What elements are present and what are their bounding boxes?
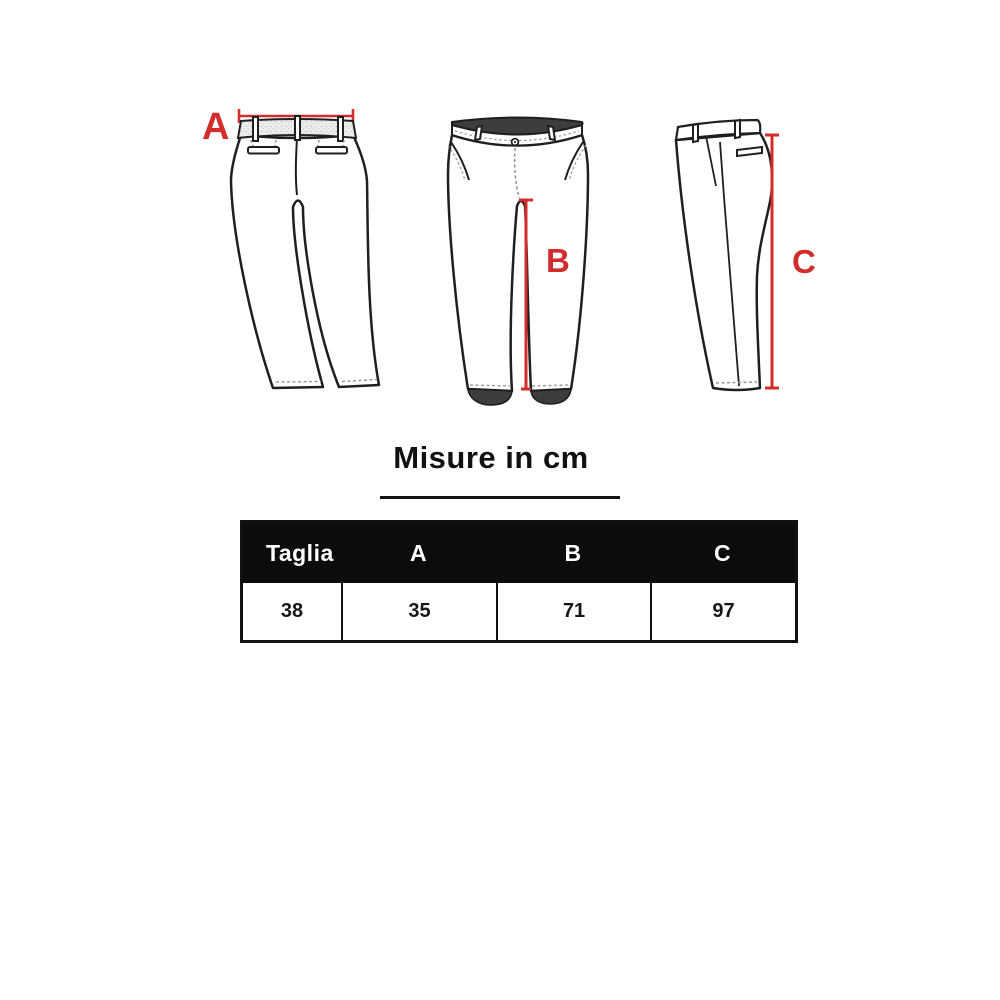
pants-back-view-drawing [195,95,390,410]
size-table-row [243,583,795,640]
measure-label-a: A [202,106,230,148]
size-table-header-a: A [409,539,428,566]
pants-front-view-drawing [435,108,615,408]
page-title: Misure in cm [393,440,589,475]
measure-label-b: B [546,242,570,279]
front-dark-hems [468,389,571,405]
measure-label-c: C [792,243,816,280]
back-pants-body [231,135,379,388]
side-pants-body [676,133,772,390]
size-value-a: 35 [341,583,496,640]
size-value-c: 97 [650,583,795,640]
size-table-header-b: B [564,539,582,566]
size-value-taglia: 38 [280,600,304,622]
pants-side-view-drawing [660,108,825,408]
size-table [240,520,798,643]
size-value-b: 71 [496,583,650,640]
size-table-header-taglia: Taglia [266,539,334,566]
size-table-header-row [243,523,795,583]
title-underline [380,496,620,499]
front-button [512,139,519,146]
size-table-header-c: C [713,539,732,566]
back-center-seam [296,137,297,195]
